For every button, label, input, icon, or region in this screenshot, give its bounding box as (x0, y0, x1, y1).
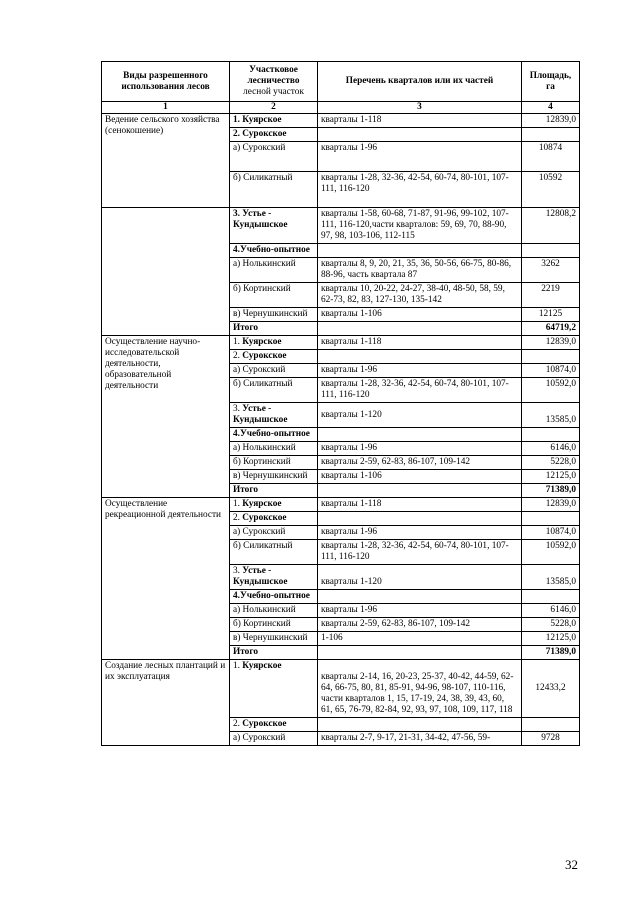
header-forestry (230, 62, 318, 102)
col-num-3: 3 (318, 102, 522, 114)
forestry-cell: в) Чернушкинский (230, 308, 318, 322)
forestry-cell: б) Силикатный (230, 172, 318, 208)
forestry-cell: 4.Учебно-опытное (230, 244, 318, 258)
use-type-cell: Осуществление рекреационной деятельности (102, 498, 230, 660)
quarters-cell (318, 322, 522, 336)
forestry-cell-total: Итого (230, 484, 318, 498)
header-forestry-main: Участковое лесничество (247, 65, 300, 86)
table-row (102, 498, 580, 512)
area-cell: 5228,0 (522, 618, 580, 632)
area-cell: 12125,0 (522, 632, 580, 646)
forestry-cell: а) Нолькинский (230, 258, 318, 283)
column-number-row (102, 102, 580, 114)
area-cell: 9728 (522, 732, 580, 746)
area-cell-total: 71389,0 (522, 484, 580, 498)
forestry-cell: 3. Устье - Кундышское (230, 403, 318, 428)
col-num-1: 1 (102, 102, 230, 114)
forest-use-table (101, 61, 580, 746)
quarters-cell: кварталы 2-14, 16, 20-23, 25-37, 40-42, 44-59, 62-64, 66-75, 80, 81, 85-91, 94-96, 98-107, 110-116, части кварталов 1, 15, 17-19, 24, 38, 39, 43, 60, 61, 65, 76-79, 82-84, 92, 93, 97, 108, 109, 117, 118 (318, 660, 522, 718)
forestry-cell: а) Сурокский (230, 142, 318, 172)
forestry-cell: 2. Сурокское (230, 512, 318, 526)
quarters-cell: кварталы 1-96 (318, 142, 522, 172)
use-type-cell: Ведение сельского хозяйства (сенокошение) (102, 114, 230, 208)
quarters-cell: кварталы 1-96 (318, 364, 522, 378)
area-cell: 10592,0 (522, 378, 580, 403)
forestry-cell: в) Чернушкинский (230, 632, 318, 646)
area-cell: 10874,0 (522, 526, 580, 540)
area-cell: 12125 (522, 308, 580, 322)
forestry-cell: в) Чернушкинский (230, 470, 318, 484)
quarters-cell (318, 350, 522, 364)
quarters-cell: кварталы 1-120 (318, 565, 522, 590)
area-cell: 13585,0 (522, 403, 580, 428)
header-forestry-sub: лесной участок (243, 87, 304, 97)
area-cell-total: 64719,2 (522, 322, 580, 336)
forestry-cell: б) Кортинский (230, 456, 318, 470)
forestry-cell: 1. Куярское (230, 498, 318, 512)
forestry-cell: а) Нолькинский (230, 604, 318, 618)
forestry-cell: 3. Устье - Кундышское (230, 208, 318, 244)
quarters-cell: кварталы 8, 9, 20, 21, 35, 36, 50-56, 66-75, 80-86, 88-96, часть квартала 87 (318, 258, 522, 283)
area-cell: 12808,2 (522, 208, 580, 244)
quarters-cell: кварталы 1-106 (318, 470, 522, 484)
area-cell: 2219 (522, 283, 580, 308)
forestry-cell: б) Силикатный (230, 378, 318, 403)
forestry-cell: 4.Учебно-опытное (230, 590, 318, 604)
area-cell: 5228,0 (522, 456, 580, 470)
table-row (102, 114, 580, 128)
area-cell (522, 718, 580, 732)
quarters-cell: кварталы 1-58, 60-68, 71-87, 91-96, 99-102, 107-111, 116-120,части кварталов: 59, 69, 70, 88-90, 97, 98, 103-106, 112-115 (318, 208, 522, 244)
table-row (102, 208, 580, 244)
quarters-cell: кварталы 1-28, 32-36, 42-54, 60-74, 80-101, 107-111, 116-120 (318, 540, 522, 565)
quarters-cell: кварталы 2-59, 62-83, 86-107, 109-142 (318, 618, 522, 632)
area-cell (522, 428, 580, 442)
area-cell: 12839,0 (522, 498, 580, 512)
forestry-cell: а) Сурокский (230, 526, 318, 540)
forestry-cell: 4.Учебно-опытное (230, 428, 318, 442)
forestry-cell: 1. Куярское (230, 336, 318, 350)
quarters-cell: кварталы 1-118 (318, 498, 522, 512)
forestry-cell: 2. Сурокское (230, 350, 318, 364)
area-cell: 13585,0 (522, 565, 580, 590)
area-cell-total: 71389,0 (522, 646, 580, 660)
area-cell: 3262 (522, 258, 580, 283)
quarters-cell (318, 244, 522, 258)
forestry-cell: 2. Сурокское (230, 718, 318, 732)
area-cell: 10592 (522, 172, 580, 208)
quarters-cell: кварталы 1-28, 32-36, 42-54, 60-74, 80-101, 107-111, 116-120 (318, 378, 522, 403)
forestry-cell: б) Кортинский (230, 283, 318, 308)
quarters-cell: кварталы 1-120 (318, 403, 522, 428)
quarters-cell: кварталы 1-96 (318, 604, 522, 618)
area-cell: 12433,2 (522, 660, 580, 718)
quarters-cell (318, 128, 522, 142)
area-cell: 10592,0 (522, 540, 580, 565)
forestry-cell-total: Итого (230, 646, 318, 660)
area-cell (522, 512, 580, 526)
quarters-cell: кварталы 1-28, 32-36, 42-54, 60-74, 80-101, 107-111, 116-120 (318, 172, 522, 208)
quarters-cell (318, 590, 522, 604)
quarters-cell: кварталы 1-96 (318, 442, 522, 456)
use-type-cell: Создание лесных плантаций и их эксплуатация (102, 660, 230, 746)
quarters-cell: кварталы 1-118 (318, 336, 522, 350)
area-cell: 12125,0 (522, 470, 580, 484)
table-header-row (102, 62, 580, 102)
quarters-cell (318, 428, 522, 442)
quarters-cell: кварталы 1-96 (318, 526, 522, 540)
table-row (102, 336, 580, 350)
forestry-cell: б) Кортинский (230, 618, 318, 632)
area-cell: 10874 (522, 142, 580, 172)
quarters-cell: кварталы 1-118 (318, 114, 522, 128)
area-cell (522, 350, 580, 364)
header-quarters: Перечень кварталов или их частей (318, 62, 522, 102)
quarters-cell: 1-106 (318, 632, 522, 646)
area-cell (522, 244, 580, 258)
forestry-cell: а) Сурокский (230, 364, 318, 378)
area-cell: 6146,0 (522, 442, 580, 456)
col-num-2: 2 (230, 102, 318, 114)
quarters-cell: кварталы 2-7, 9-17, 21-31, 34-42, 47-56, 59- (318, 732, 522, 746)
quarters-cell (318, 646, 522, 660)
forestry-cell: а) Сурокский (230, 732, 318, 746)
use-type-cell-continued (102, 208, 230, 336)
page-number: 32 (565, 857, 578, 872)
area-cell (522, 128, 580, 142)
forestry-cell-total: Итого (230, 322, 318, 336)
forestry-cell: а) Нолькинский (230, 442, 318, 456)
table-row (102, 660, 580, 718)
quarters-cell (318, 512, 522, 526)
area-cell (522, 590, 580, 604)
quarters-cell: кварталы 10, 20-22, 24-27, 38-40, 48-50, 58, 59, 62-73, 82, 83, 127-130, 135-142 (318, 283, 522, 308)
header-area: Площадь, га (522, 62, 580, 102)
forestry-cell: б) Силикатный (230, 540, 318, 565)
area-cell: 6146,0 (522, 604, 580, 618)
quarters-cell (318, 718, 522, 732)
forestry-cell: 1. Куярское (230, 660, 318, 718)
use-type-cell: Осуществление научно-исследовательской деятельности, образовательной деятельности (102, 336, 230, 498)
area-cell: 10874,0 (522, 364, 580, 378)
quarters-cell: кварталы 1-106 (318, 308, 522, 322)
quarters-cell: кварталы 2-59, 62-83, 86-107, 109-142 (318, 456, 522, 470)
col-num-4: 4 (522, 102, 580, 114)
forestry-cell: 1. Куярское (230, 114, 318, 128)
header-use-type: Виды разрешенного использования лесов (102, 62, 230, 102)
forestry-cell: 3. Устье - Кундышское (230, 565, 318, 590)
area-cell: 12839,0 (522, 114, 580, 128)
quarters-cell (318, 484, 522, 498)
forestry-cell: 2. Сурокское (230, 128, 318, 142)
area-cell: 12839,0 (522, 336, 580, 350)
